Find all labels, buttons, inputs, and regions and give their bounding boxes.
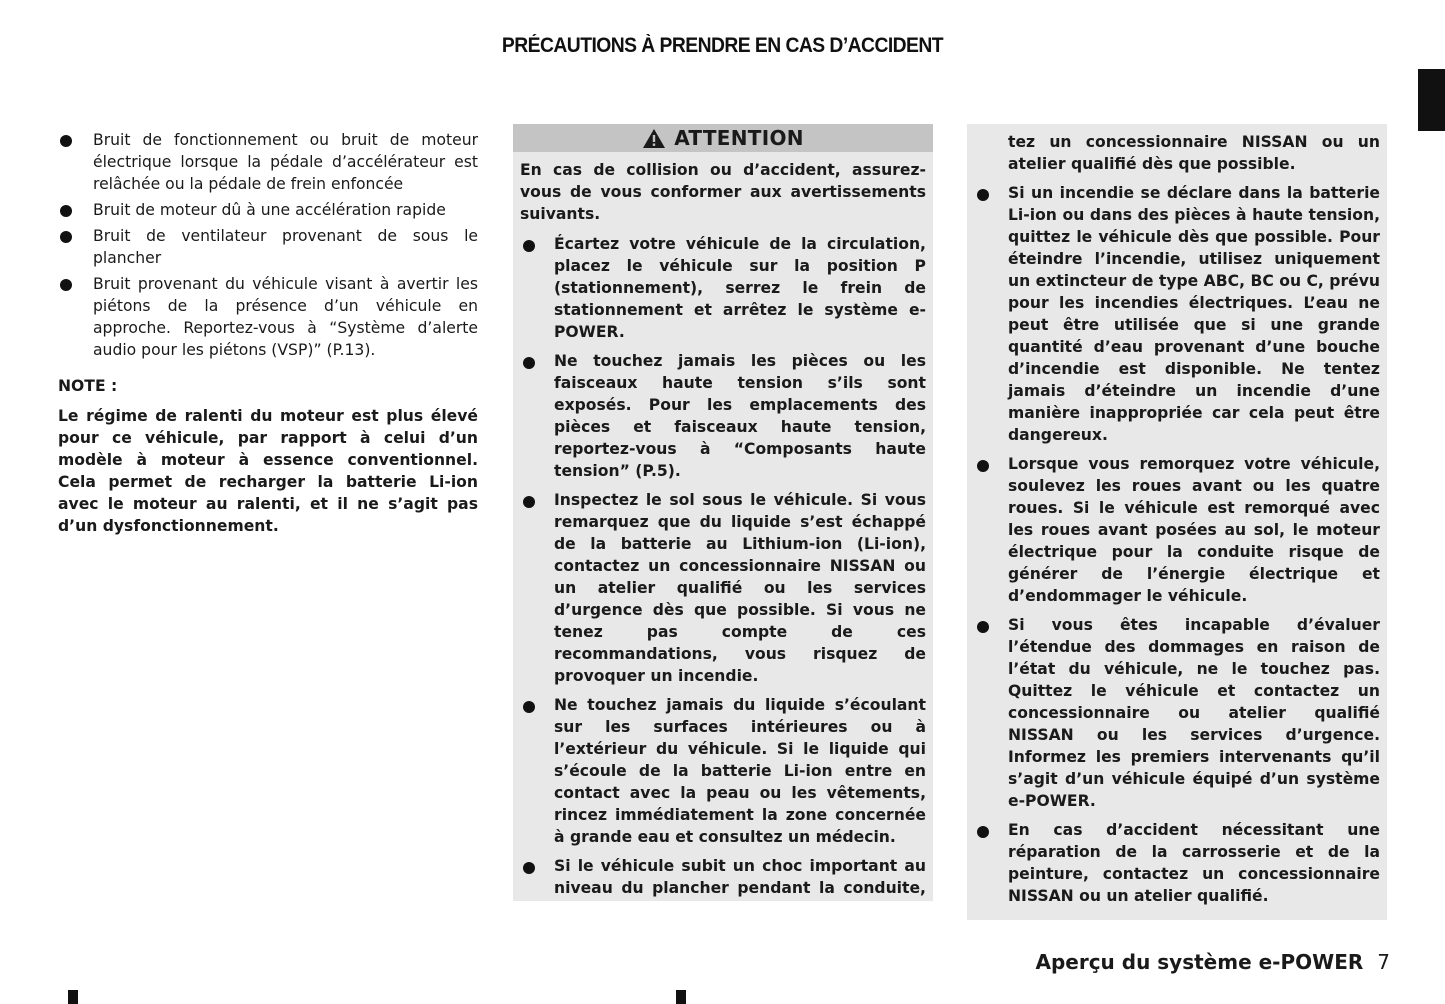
section-tab-marker <box>1418 69 1445 131</box>
final-paragraph <box>967 914 1387 920</box>
note-heading: NOTE : <box>58 377 118 395</box>
list-item: Ne touchez jamais du liquide s’écoulant sur les surfaces intérieures ou à l’extérieur du véhicule. Si le liquide qui s’écoule de la batterie Li-ion entre en contact avec la peau ou les vêtements, rincez immédiatement la zone concernée à grande eau et consultez un médecin. <box>520 694 926 848</box>
bullet-icon <box>977 189 989 201</box>
crop-mark <box>676 990 686 1004</box>
footer-section-title: Aperçu du système e-POWER <box>1035 950 1364 974</box>
list-item: Ne touchez jamais les pièces ou les faisceaux haute tension s’ils sont exposés. Pour les emplacements des pièces et faisceaux haute tension, reportez-vous à “Composants haute tension” (P.5). <box>520 350 926 482</box>
warning-triangle-icon <box>642 128 666 149</box>
list-item: Inspectez le sol sous le véhicule. Si vous remarquez que du liquide s’est échappé de la batterie au Lithium-ion (Li-ion), contactez un concessionnaire NISSAN ou un atelier qualifié ou les services d’urgence dès que possible. Si vous ne tenez pas compte de ces recommandations, vous risquez de provoquer un incendie. <box>520 489 926 687</box>
attention-box-continued <box>967 124 1387 920</box>
page-footer <box>1000 950 1390 974</box>
page-title: PRÉCAUTIONS À PRENDRE EN CAS D’ACCIDENT <box>501 34 944 57</box>
list-item: Bruit de fonctionnement ou bruit de moteur électrique lorsque la pédale d’accélérateur est relâchée ou la pédale de frein enfoncée <box>58 129 478 195</box>
attention-list <box>513 233 933 901</box>
bullet-icon <box>523 357 535 369</box>
attention-label: ATTENTION <box>674 126 804 150</box>
continuation-text: tez un concessionnaire NISSAN ou un atelier qualifié dès que possible. <box>1008 133 1380 173</box>
bullet-icon <box>977 826 989 838</box>
bullet-icon <box>523 701 535 713</box>
bullet-icon <box>977 460 989 472</box>
list-item: Bruit de ventilateur provenant de sous le plancher <box>58 225 478 269</box>
attention-box <box>513 124 933 901</box>
list-item: En cas d’accident nécessitant une réparation de la carrosserie et de la peinture, contactez un concessionnaire NISSAN ou un atelier qualifié. <box>974 819 1380 907</box>
noise-list <box>58 129 478 361</box>
list-item: Si un incendie se déclare dans la batterie Li-ion ou dans des pièces à haute tension, quittez le véhicule dès que possible. Pour éteindre l’incendie, utilisez uniquement un extincteur de type ABC, BC ou C, prévu pour les incendies électriques. L’eau ne peut être utilisée que si une grande quantité d’eau provenant d’une bouche d’incendie est disponible. Ne tentez jamais d’éteindre un incendie d’une manière inappropriée car cela peut être dangereux. <box>974 182 1380 446</box>
bullet-icon <box>60 231 72 243</box>
bullet-icon <box>977 621 989 633</box>
list-item: Bruit de moteur dû à une accélération rapide <box>58 199 478 221</box>
bullet-icon <box>523 240 535 252</box>
bullet-icon <box>60 205 72 217</box>
list-item: Si vous êtes incapable d’évaluer l’étendue des dommages en raison de l’état du véhicule, ne le touchez pas. Quittez le véhicule et contactez un concessionnaire ou atelier qualifié NISSAN ou les services d’urgence. Informez les premiers intervenants qu’il s’agit d’un véhicule équipé d’un système e-POWER. <box>974 614 1380 812</box>
continued-list <box>967 182 1387 907</box>
bullet-icon <box>523 862 535 874</box>
list-item: Lorsque vous remorquez votre véhicule, soulevez les roues avant ou les quatre roues. Si le véhicule est remorqué avec les roues avant posées au sol, le moteur électrique pour la conduite risque de générer de l’énergie électrique et d’endommager le véhicule. <box>974 453 1380 607</box>
crop-mark <box>68 990 78 1004</box>
bullet-icon <box>60 279 72 291</box>
note-text: Le régime de ralenti du moteur est plus élevé pour ce véhicule, par rapport à celui d’un modèle à moteur à essence conventionnel. Cela permet de recharger la batterie Li-ion avec le moteur au ralenti, et il ne s’agit pas d’un dysfonctionnement. <box>58 407 478 535</box>
list-item: Bruit provenant du véhicule visant à avertir les piétons de la présence d’un véhicule en approche. Reportez-vous à “Système d’alerte audio pour les piétons (VSP)” (P.13). <box>58 273 478 361</box>
attention-intro: En cas de collision ou d’accident, assurez-vous de vous conformer aux avertissements suivants. <box>520 161 926 223</box>
bullet-icon <box>523 496 535 508</box>
bullet-icon <box>60 135 72 147</box>
list-item: Écartez votre véhicule de la circulation, placez le véhicule sur la position P (stationnement), serrez le frein de stationnement et arrêtez le système e-POWER. <box>520 233 926 343</box>
left-column <box>58 129 478 537</box>
attention-header <box>513 124 933 152</box>
page-number: 7 <box>1377 950 1390 974</box>
list-item: Si le véhicule subit un choc important au niveau du plancher pendant la conduite, <box>520 855 926 901</box>
